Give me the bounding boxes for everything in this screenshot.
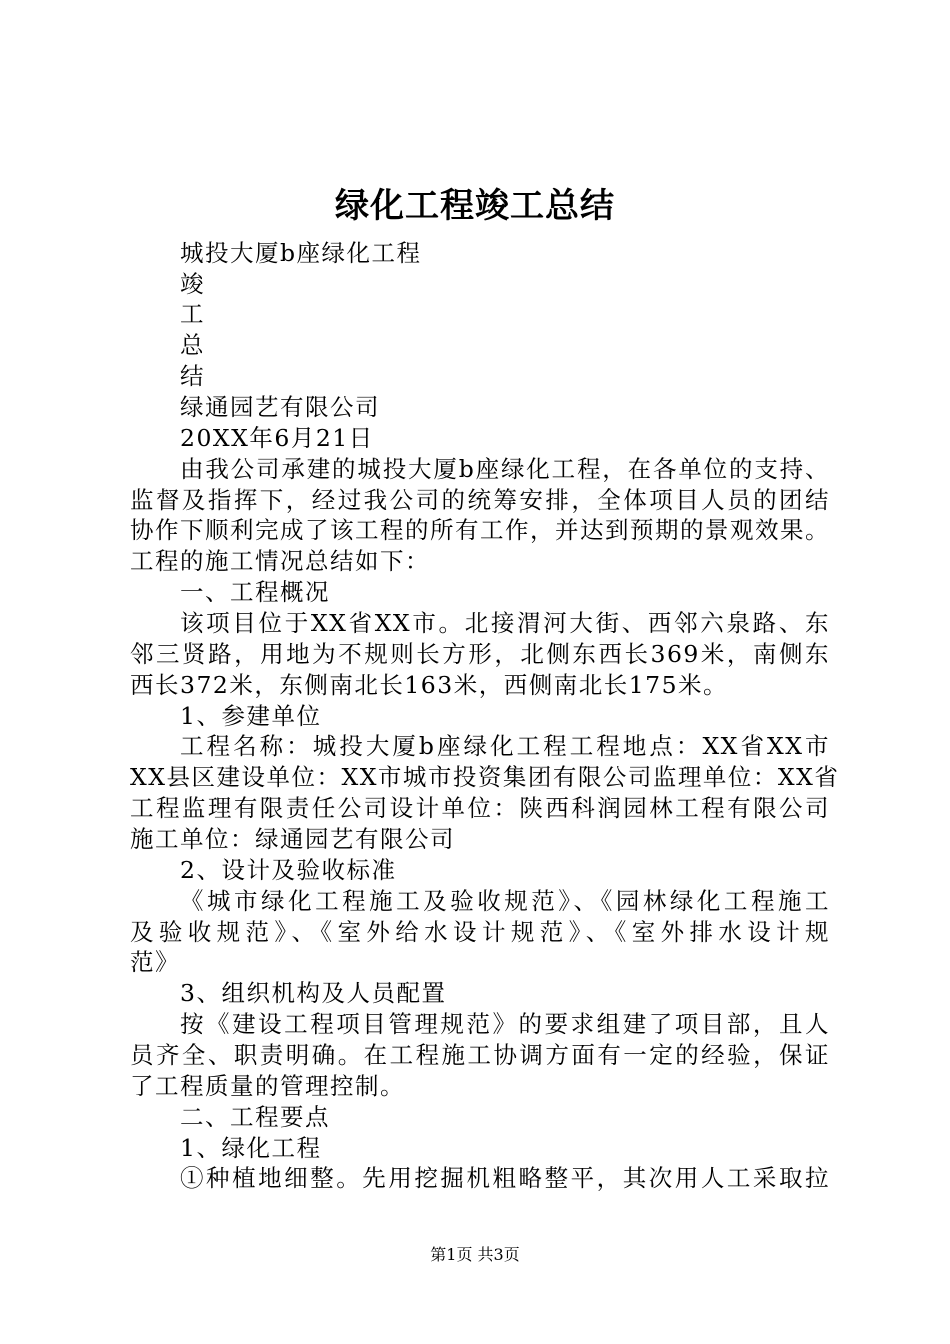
paragraph-line: 西长372米，东侧南北长163米，西侧南北长175米。 bbox=[130, 671, 729, 699]
paragraph-line: 该项目位于XX省XX市。北接渭河大街、西邻六泉路、东 bbox=[180, 609, 830, 637]
cover-char-gong: 工 bbox=[180, 300, 205, 328]
subsection-heading: 1、绿化工程 bbox=[180, 1134, 322, 1162]
section-heading: 一、工程概况 bbox=[180, 578, 330, 606]
company-name-line: 绿通园艺有限公司 bbox=[180, 393, 380, 421]
paragraph-line: 范》 bbox=[130, 948, 180, 976]
paragraph-line: 由我公司承建的城投大厦b座绿化工程，在各单位的支持、 bbox=[180, 455, 830, 483]
section-heading: 二、工程要点 bbox=[180, 1103, 330, 1131]
paragraph-line: 员齐全、职责明确。在工程施工协调方面有一定的经验，保证 bbox=[130, 1041, 830, 1069]
paragraph-line: 监督及指挥下，经过我公司的统筹安排，全体项目人员的团结 bbox=[130, 486, 830, 514]
paragraph-line: 工程的施工情况总结如下： bbox=[130, 547, 430, 575]
subsection-heading: 2、设计及验收标准 bbox=[180, 856, 397, 884]
document-title: 绿化工程竣工总结 bbox=[335, 186, 615, 226]
date-line: 20XX年6月21日 bbox=[180, 424, 374, 452]
paragraph-line: 协作下顺利完成了该工程的所有工作，并达到预期的景观效果。 bbox=[130, 516, 830, 544]
project-name-line: 城投大厦b座绿化工程 bbox=[180, 239, 422, 267]
cover-char-zong: 总 bbox=[180, 331, 205, 359]
subsection-heading: 3、组织机构及人员配置 bbox=[180, 979, 447, 1007]
paragraph-line: 工程名称：城投大厦b座绿化工程工程地点：XX省XX市 bbox=[180, 732, 830, 760]
paragraph-line: 《城市绿化工程施工及验收规范》、《园林绿化工程施工 bbox=[180, 887, 830, 915]
cover-char-jie: 结 bbox=[180, 362, 205, 390]
subsection-heading: 1、参建单位 bbox=[180, 702, 322, 730]
paragraph-line: 施工单位：绿通园艺有限公司 bbox=[130, 825, 455, 853]
paragraph-line: XX县区建设单位：XX市城市投资集团有限公司监理单位：XX省 bbox=[130, 763, 840, 791]
page-footer: 第1页 共3页 bbox=[430, 1245, 520, 1264]
cover-char-jun: 竣 bbox=[180, 270, 205, 298]
paragraph-line: ①种植地细整。先用挖掘机粗略整平，其次用人工采取拉 bbox=[180, 1164, 830, 1192]
paragraph-line: 邻三贤路，用地为不规则长方形，北侧东西长369米，南侧东 bbox=[130, 640, 830, 668]
paragraph-line: 及验收规范》、《室外给水设计规范》、《室外排水设计规 bbox=[130, 918, 830, 946]
paragraph-line: 按《建设工程项目管理规范》的要求组建了项目部，且人 bbox=[180, 1010, 830, 1038]
paragraph-line: 了工程质量的管理控制。 bbox=[130, 1072, 405, 1100]
paragraph-line: 工程监理有限责任公司设计单位：陕西科润园林工程有限公司 bbox=[130, 794, 830, 822]
